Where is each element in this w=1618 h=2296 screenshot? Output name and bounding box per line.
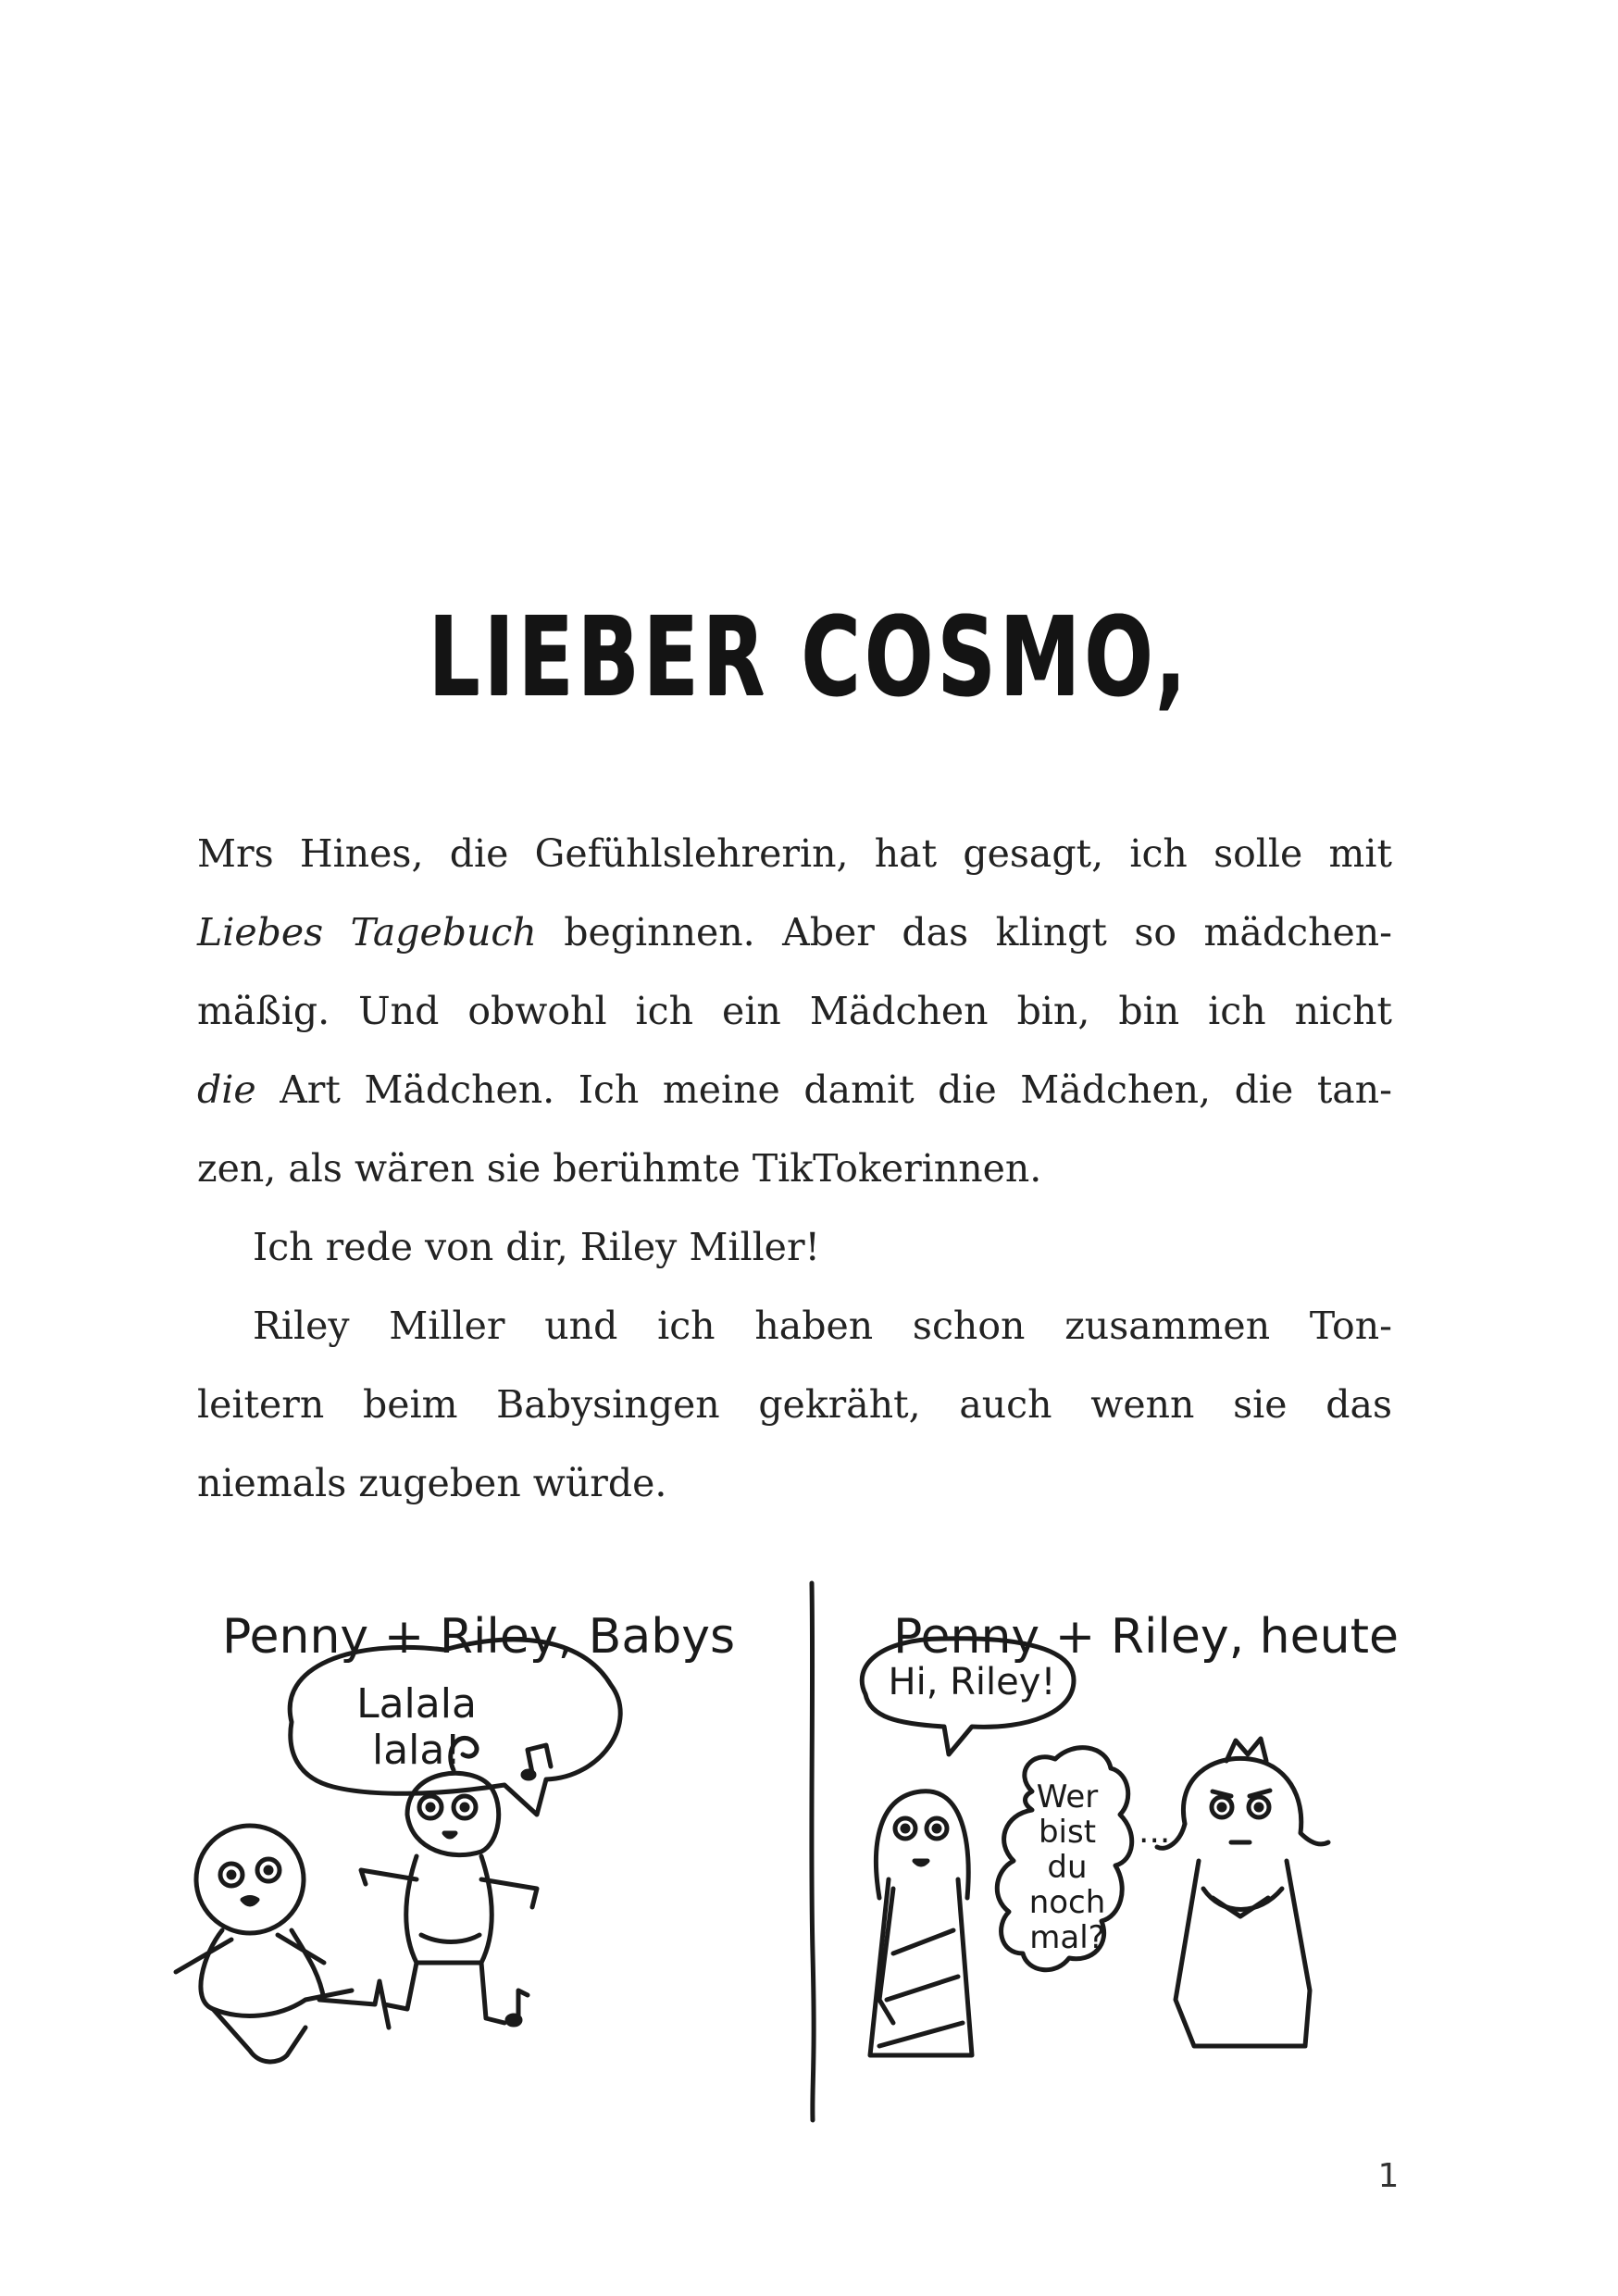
page-number: 1 (1377, 2157, 1400, 2195)
comic-illustration (139, 1565, 1416, 2139)
thought-text-line: mal? (1029, 1919, 1105, 1956)
thought-text-line: noch (1028, 1884, 1106, 1921)
paragraph-1 (197, 815, 1392, 1208)
comic-drawing (139, 1565, 1416, 2139)
text-line: zen, als wären sie berühmte TikTokerinnen. (197, 1146, 1042, 1191)
text-line: leitern beim Babysingen gekräht, auch wenn sie das (197, 1382, 1392, 1427)
italic-phrase: Liebes Tagebuch (197, 910, 537, 955)
text-line: niemals zugeben würde. (197, 1461, 667, 1505)
body-text (197, 815, 1392, 1523)
thought-dots: ... (1139, 1813, 1171, 1851)
comic-caption-right: Penny + Riley, heute (893, 1609, 1399, 1665)
baby-2-body (406, 1856, 492, 1963)
speech-text-right: Hi, Riley! (888, 1661, 1056, 1703)
comic-caption-left: Penny + Riley, Babys (222, 1609, 736, 1665)
text-line: Mrs Hines, die Gefühlslehrerin, hat gesagt, ich solle mit (197, 831, 1392, 876)
bubble-text-line-2: lala! (371, 1727, 462, 1774)
thought-text-line: bist (1038, 1814, 1097, 1851)
music-note-icon (528, 1745, 551, 1773)
text-line: Liebes Tagebuch beginnen. Aber das klingt so mädchen- (197, 910, 1393, 955)
italic-word: die (197, 1067, 256, 1112)
music-note-icon (518, 1990, 528, 2018)
text-line: die Art Mädchen. Ich meine damit die Mädchen, die tan- (197, 1067, 1392, 1112)
baby-1-head (196, 1826, 304, 1933)
paragraph-2: Ich rede von dir, Riley Miller! (253, 1225, 821, 1269)
text-line: mäßig. Und obwohl ich ein Mädchen bin, bin ich nicht (197, 989, 1392, 1033)
chapter-heading: LIEBER COSMO, (428, 593, 1190, 720)
thought-text-line: Wer (1036, 1778, 1099, 1816)
riley-hair (1183, 1758, 1328, 1844)
riley-body (1176, 1861, 1310, 2046)
paragraph-3 (197, 1287, 1392, 1523)
thought-text-line: du (1047, 1849, 1088, 1886)
text-line: Riley Miller und ich haben schon zusammen Ton- (253, 1304, 1392, 1348)
panel-divider (812, 1583, 814, 2120)
bubble-text-line-1: Lalala (356, 1680, 477, 1728)
